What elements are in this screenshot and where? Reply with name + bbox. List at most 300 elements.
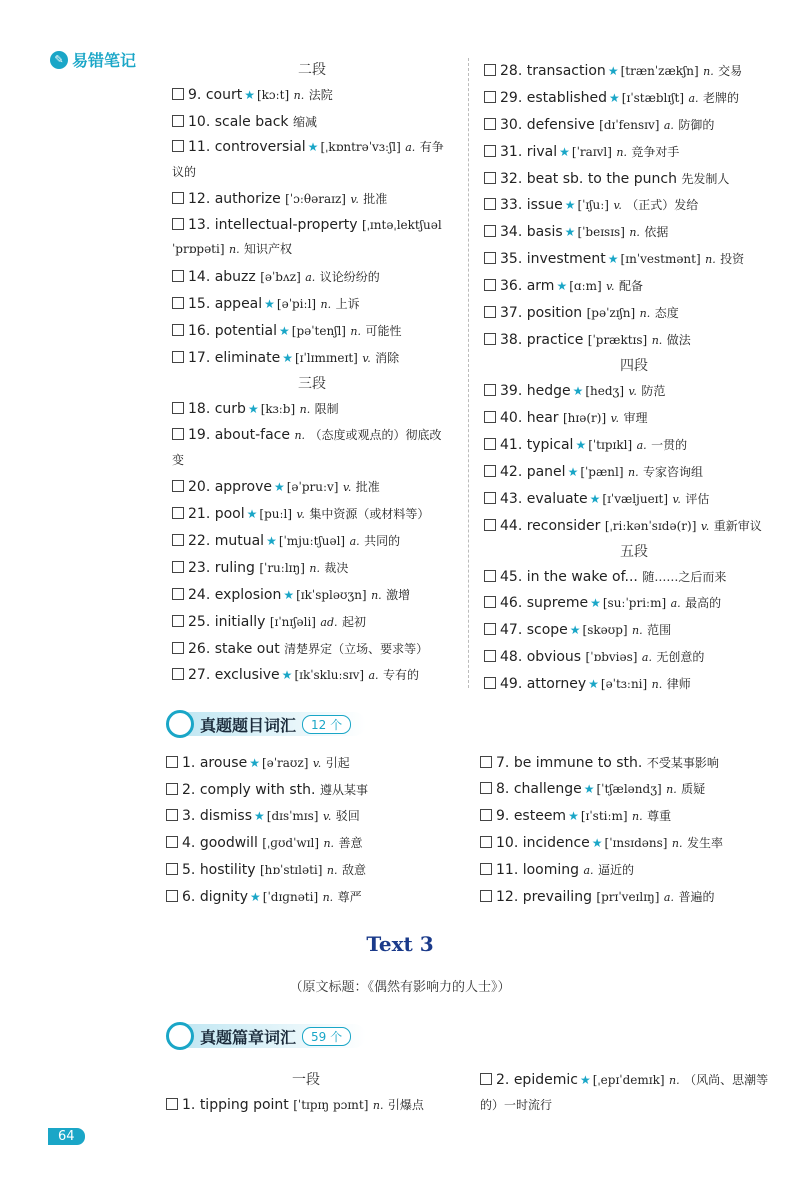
star-icon: ★ — [247, 402, 259, 416]
checkbox-icon[interactable] — [172, 270, 184, 282]
checkbox-icon[interactable] — [172, 534, 184, 546]
item-meaning: 清楚界定（立场、要求等） — [284, 642, 429, 656]
star-icon: ★ — [568, 809, 579, 823]
item-word: reconsider — [526, 518, 601, 534]
checkbox-icon[interactable] — [172, 324, 184, 336]
item-meaning: 逼近的 — [598, 863, 635, 877]
item-pos: v. — [296, 508, 305, 521]
item-pos: v. — [628, 385, 637, 398]
article-vocab-title: 真题篇章词汇 — [200, 1027, 297, 1047]
question-vocab-left — [166, 750, 466, 911]
text3-title: Text 3 — [366, 932, 434, 956]
checkbox-icon[interactable] — [484, 438, 496, 450]
checkbox-icon[interactable] — [480, 782, 492, 794]
star-icon: ★ — [564, 225, 576, 239]
star-icon: ★ — [250, 890, 261, 904]
item-meaning: 一贯的 — [651, 438, 688, 452]
item-word: hostility — [199, 862, 256, 878]
checkbox-icon[interactable] — [166, 863, 178, 875]
section-heading: 三段 — [298, 376, 326, 392]
item-word: appeal — [214, 296, 263, 312]
checkbox-icon[interactable] — [484, 252, 496, 264]
checkbox-icon[interactable] — [484, 91, 496, 103]
item-word: initially — [214, 614, 266, 630]
item-meaning: 尊严 — [337, 890, 362, 904]
checkbox-icon[interactable] — [172, 668, 184, 680]
star-icon: ★ — [273, 480, 285, 494]
item-pos: a. — [583, 864, 594, 877]
item-phonetic: [ˌriːkənˈsɪdə(r)] — [604, 519, 697, 533]
item-number: 9. — [188, 87, 206, 103]
item-word: rival — [526, 144, 558, 160]
checkbox-icon[interactable] — [166, 890, 178, 902]
item-meaning: 依据 — [644, 225, 669, 239]
vocab-item — [172, 474, 452, 501]
item-pos: n. — [627, 466, 639, 479]
vocab-item — [166, 857, 466, 884]
item-word: arm — [526, 278, 555, 294]
checkbox-icon[interactable] — [172, 218, 184, 230]
item-word: established — [526, 90, 608, 106]
item-word: pool — [214, 506, 245, 522]
vocab-item — [172, 109, 452, 135]
item-number: 27. — [188, 667, 215, 683]
vocab-item — [484, 246, 784, 273]
item-meaning: 审理 — [623, 411, 648, 425]
checkbox-icon[interactable] — [172, 588, 184, 600]
item-phonetic: [ɪˈlɪmɪneɪt] — [294, 351, 358, 365]
item-number: 47. — [500, 622, 527, 638]
item-number: 45. — [500, 569, 527, 585]
item-word: comply with sth. — [199, 782, 316, 798]
item-pos: n. — [632, 810, 643, 823]
item-phonetic: [ɪkˈskluːsɪv] — [294, 668, 365, 682]
item-pos: a. — [636, 439, 647, 452]
checkbox-icon[interactable] — [172, 140, 184, 152]
checkbox-icon[interactable] — [484, 118, 496, 130]
star-icon: ★ — [590, 596, 601, 610]
item-pos: n. — [293, 89, 305, 102]
item-meaning: （正式）发给 — [626, 198, 699, 212]
checkbox-icon[interactable] — [484, 677, 496, 689]
vocab-item — [172, 82, 452, 109]
item-number: 48. — [500, 649, 527, 665]
star-icon: ★ — [583, 782, 595, 796]
item-pos: n. — [669, 1074, 680, 1087]
item-pos: n. — [705, 253, 716, 266]
item-phonetic: [suːˈpriːm] — [602, 596, 667, 610]
vocab-item — [172, 318, 452, 345]
item-meaning: 法院 — [308, 88, 333, 102]
star-icon: ★ — [249, 756, 260, 770]
item-pos: n. — [639, 307, 651, 320]
item-number: 40. — [500, 410, 527, 426]
vocab-column-left — [172, 58, 452, 689]
item-number: 26. — [188, 641, 215, 657]
item-number: 23. — [188, 560, 215, 576]
item-word: challenge — [513, 781, 582, 797]
checkbox-icon[interactable] — [172, 115, 184, 127]
item-number: 1. — [182, 755, 200, 771]
item-number: 11. — [188, 139, 215, 155]
vocab-item — [484, 617, 784, 644]
section-heading: 五段 — [620, 544, 648, 560]
item-word: beat sb. to the punch — [526, 171, 677, 187]
question-vocab-count: 12 个 — [302, 715, 351, 734]
item-word: basis — [526, 224, 563, 240]
item-word: abuzz — [214, 269, 256, 285]
checkbox-icon[interactable] — [480, 890, 492, 902]
checkbox-icon[interactable] — [484, 306, 496, 318]
item-phonetic: [skəʊp] — [582, 623, 628, 637]
item-pos: v. — [342, 481, 352, 494]
item-meaning: 上诉 — [335, 297, 360, 311]
vocab-item — [172, 423, 452, 472]
item-number: 18. — [188, 401, 215, 417]
vocab-item — [484, 432, 784, 459]
item-word: typical — [526, 437, 574, 453]
item-word: scale back — [214, 114, 289, 130]
star-icon: ★ — [282, 351, 293, 365]
item-word: exclusive — [214, 667, 280, 683]
item-pos: n. — [294, 429, 306, 442]
item-number: 46. — [500, 595, 527, 611]
item-number: 41. — [500, 437, 527, 453]
item-word: transaction — [526, 63, 606, 79]
item-number: 8. — [496, 781, 514, 797]
item-word: in the wake of... — [526, 569, 638, 585]
item-meaning: 议论纷纷的 — [319, 270, 380, 284]
vocab-item — [484, 378, 784, 405]
checkbox-icon[interactable] — [166, 756, 178, 768]
item-word: arouse — [199, 755, 248, 771]
item-phonetic: [ɪˈvæljueɪt] — [602, 492, 669, 506]
item-meaning: 配备 — [619, 279, 644, 293]
vocab-item — [484, 85, 784, 112]
item-word: practice — [526, 332, 584, 348]
item-pos: n. — [703, 65, 714, 78]
item-pos: v. — [613, 199, 622, 212]
item-phonetic: [ɪˈnɪʃəli] — [269, 615, 316, 629]
item-word: controversial — [214, 139, 306, 155]
vocab-item — [172, 528, 452, 555]
brand-logo — [50, 48, 136, 71]
item-word: incidence — [522, 835, 590, 851]
star-icon: ★ — [556, 279, 568, 293]
brand-icon: ✎ — [50, 51, 68, 69]
checkbox-icon[interactable] — [172, 642, 184, 654]
checkbox-icon[interactable] — [172, 192, 184, 204]
item-meaning: 善意 — [338, 836, 363, 850]
question-vocab-title: 真题题目词汇 — [200, 715, 297, 735]
checkbox-icon[interactable] — [172, 297, 184, 309]
checkbox-icon[interactable] — [484, 384, 496, 396]
item-phonetic: [ˈɪʃuː] — [577, 198, 609, 212]
item-pos: v. — [322, 810, 332, 823]
vocab-item — [172, 186, 452, 213]
vocab-item — [172, 213, 452, 262]
item-word: evaluate — [526, 491, 588, 507]
vocab-item — [172, 291, 452, 318]
vocab-item — [172, 135, 452, 184]
checkbox-icon[interactable] — [480, 836, 492, 848]
item-meaning: 随……之后而来 — [642, 570, 727, 584]
article-vocab-right — [480, 1068, 780, 1119]
item-pos: v. — [672, 493, 681, 506]
vocab-item — [484, 273, 784, 300]
item-phonetic: [ˈɒbviəs] — [585, 650, 638, 664]
item-meaning: 评估 — [685, 492, 710, 506]
item-number: 29. — [500, 90, 527, 106]
item-word: stake out — [214, 641, 280, 657]
item-phonetic: [əˈpruːv] — [286, 480, 339, 494]
vocab-item — [480, 776, 780, 803]
item-word: looming — [522, 862, 580, 878]
item-phonetic: [ˌepɪˈdemɪk] — [592, 1073, 665, 1087]
item-pos: a. — [368, 669, 379, 682]
item-word: defensive — [526, 117, 595, 133]
item-number: 10. — [188, 114, 215, 130]
vocab-item — [484, 405, 784, 432]
checkbox-icon[interactable] — [484, 411, 496, 423]
item-phonetic: [hedʒ] — [585, 384, 625, 398]
checkbox-icon[interactable] — [484, 465, 496, 477]
item-phonetic: [ˈtɪpɪkl] — [588, 438, 633, 452]
item-number: 24. — [188, 587, 215, 603]
vocab-item — [172, 264, 452, 291]
item-word: esteem — [513, 808, 567, 824]
star-icon: ★ — [591, 836, 603, 850]
section-heading: 二段 — [298, 62, 326, 78]
item-word: intellectual-property — [214, 217, 358, 233]
checkbox-icon[interactable] — [172, 88, 184, 100]
item-phonetic: [hɒˈstɪləti] — [259, 863, 323, 877]
item-pos: a. — [641, 651, 652, 664]
item-meaning: 专家咨询组 — [643, 465, 704, 479]
item-word: dismiss — [199, 808, 252, 824]
item-word: court — [205, 87, 243, 103]
item-meaning: 消除 — [375, 351, 400, 365]
item-meaning: （态度或观点的）彻底改变 — [172, 428, 442, 467]
vocab-item — [484, 139, 784, 166]
vocab-item — [484, 564, 784, 590]
item-number: 5. — [182, 862, 200, 878]
section-heading: 一段 — [292, 1072, 320, 1088]
item-word: supreme — [526, 595, 589, 611]
item-pos: n. — [299, 403, 311, 416]
vocab-item — [166, 884, 466, 911]
checkbox-icon[interactable] — [480, 756, 492, 768]
item-meaning: 共同的 — [364, 534, 401, 548]
vocab-item — [172, 396, 452, 423]
star-icon: ★ — [607, 252, 619, 266]
item-word: obvious — [526, 649, 582, 665]
item-word: investment — [526, 251, 606, 267]
item-number: 37. — [500, 305, 527, 321]
page-number: 64 — [48, 1128, 85, 1145]
item-phonetic: [ˈpræktɪs] — [587, 333, 648, 347]
item-phonetic: [ɪˈstæblɪʃt] — [621, 91, 684, 105]
star-icon: ★ — [264, 297, 275, 311]
item-word: dignity — [199, 889, 249, 905]
item-phonetic: [dɪsˈmɪs] — [266, 809, 319, 823]
checkbox-icon[interactable] — [484, 650, 496, 662]
magnifier-icon — [166, 710, 194, 738]
item-pos: v. — [610, 412, 619, 425]
item-phonetic: [dɪˈfensɪv] — [599, 118, 660, 132]
item-pos: n. — [629, 226, 640, 239]
item-number: 7. — [496, 755, 514, 771]
item-word: tipping point — [199, 1097, 289, 1113]
item-pos: n. — [671, 837, 683, 850]
item-pos: a. — [663, 119, 674, 132]
item-pos: a. — [688, 92, 699, 105]
checkbox-icon[interactable] — [480, 1073, 492, 1085]
item-pos: n. — [322, 891, 334, 904]
item-number: 20. — [188, 479, 215, 495]
item-phonetic: [ˈtʃæləndʒ] — [596, 782, 662, 796]
item-meaning: 专有的 — [383, 668, 420, 682]
item-pos: a. — [349, 535, 360, 548]
checkbox-icon[interactable] — [484, 333, 496, 345]
checkbox-icon[interactable] — [172, 507, 184, 519]
vocab-item — [172, 555, 452, 582]
vocab-item — [480, 750, 780, 776]
vocab-item — [166, 777, 466, 803]
vocab-item — [484, 486, 784, 513]
item-meaning: 老牌的 — [702, 91, 739, 105]
item-pos: a. — [405, 141, 416, 154]
article-vocab-left — [166, 1068, 446, 1119]
checkbox-icon[interactable] — [484, 596, 496, 608]
item-meaning: 起初 — [341, 615, 366, 629]
section-heading: 四段 — [620, 358, 648, 374]
item-word: prevailing — [522, 889, 592, 905]
checkbox-icon[interactable] — [166, 1098, 178, 1110]
item-word: about-face — [214, 427, 290, 443]
vocab-item — [172, 501, 452, 528]
question-vocab-banner — [166, 710, 351, 738]
vocab-item — [484, 327, 784, 354]
item-number: 4. — [182, 835, 200, 851]
checkbox-icon[interactable] — [172, 428, 184, 440]
checkbox-icon[interactable] — [484, 145, 496, 157]
item-pos: n. — [651, 334, 663, 347]
vocab-item — [172, 582, 452, 609]
item-meaning: 批准 — [363, 192, 388, 206]
vocab-item — [172, 345, 452, 372]
vocab-item — [484, 459, 784, 486]
item-number: 17. — [188, 350, 215, 366]
original-title: （原文标题：《偶然有影响力的人士》） — [289, 980, 511, 995]
item-meaning: 律师 — [666, 677, 691, 691]
item-pos: n. — [372, 1099, 384, 1112]
item-number: 31. — [500, 144, 527, 160]
checkbox-icon[interactable] — [166, 809, 178, 821]
item-meaning: 集中资源（或材料等） — [309, 507, 430, 521]
item-word: ruling — [214, 560, 255, 576]
item-number: 19. — [188, 427, 215, 443]
item-meaning: 有争议的 — [172, 140, 444, 179]
item-number: 13. — [188, 217, 215, 233]
item-phonetic: [ˈbeɪsɪs] — [577, 225, 625, 239]
checkbox-icon[interactable] — [166, 783, 178, 795]
item-pos: v. — [312, 757, 322, 770]
vocab-column-right — [484, 58, 784, 698]
item-pos: n. — [616, 146, 627, 159]
star-icon: ★ — [588, 677, 599, 691]
checkbox-icon[interactable] — [172, 561, 184, 573]
vocab-item — [480, 857, 780, 884]
vocab-item — [484, 513, 784, 540]
checkbox-icon[interactable] — [484, 519, 496, 531]
checkbox-icon[interactable] — [484, 64, 496, 76]
checkbox-icon[interactable] — [484, 172, 496, 184]
checkbox-icon[interactable] — [484, 225, 496, 237]
item-meaning: 知识产权 — [244, 242, 293, 256]
item-phonetic: [ˈdɪɡnəti] — [262, 890, 319, 904]
checkbox-icon[interactable] — [172, 615, 184, 627]
checkbox-icon[interactable] — [166, 836, 178, 848]
brand-title: 易错笔记 — [72, 51, 137, 70]
item-phonetic: [ˈtɪpɪŋ pɔɪnt] — [293, 1098, 369, 1112]
item-pos: v. — [606, 280, 615, 293]
item-word: potential — [214, 323, 277, 339]
star-icon: ★ — [607, 64, 619, 78]
star-icon: ★ — [572, 384, 584, 398]
item-meaning: 遵从某事 — [319, 783, 368, 797]
vocab-item — [166, 750, 466, 777]
item-meaning: 不受某事影响 — [646, 756, 719, 770]
checkbox-icon[interactable] — [484, 570, 496, 582]
item-word: explosion — [214, 587, 282, 603]
magnifier-icon — [166, 1022, 194, 1050]
item-meaning: 无创意的 — [656, 650, 705, 664]
item-pos: a. — [663, 891, 674, 904]
star-icon: ★ — [559, 145, 570, 159]
item-number: 43. — [500, 491, 527, 507]
checkbox-icon[interactable] — [484, 198, 496, 210]
checkbox-icon[interactable] — [172, 351, 184, 363]
checkbox-icon[interactable] — [172, 480, 184, 492]
checkbox-icon[interactable] — [484, 279, 496, 291]
item-word: goodwill — [199, 835, 258, 851]
item-pos: n. — [632, 624, 643, 637]
item-number: 22. — [188, 533, 215, 549]
item-word: mutual — [214, 533, 265, 549]
checkbox-icon[interactable] — [484, 623, 496, 635]
item-phonetic: [ɪˈstiːm] — [580, 809, 628, 823]
item-phonetic: [əˈpiːl] — [276, 297, 317, 311]
item-phonetic: [kɔːt] — [256, 88, 290, 102]
item-number: 33. — [500, 197, 527, 213]
item-phonetic: [ˌkɒntrəˈvɜːʃl] — [320, 140, 401, 154]
checkbox-icon[interactable] — [480, 809, 492, 821]
item-phonetic: [ˌɪntəˌlektʃuəl ˈprɒpəti] — [172, 218, 442, 256]
checkbox-icon[interactable] — [480, 863, 492, 875]
item-phonetic: [ˈruːlɪŋ] — [259, 561, 305, 575]
item-number: 25. — [188, 614, 215, 630]
item-meaning: 限制 — [314, 402, 339, 416]
star-icon: ★ — [609, 91, 620, 105]
item-number: 30. — [500, 117, 527, 133]
item-word: issue — [526, 197, 563, 213]
item-word: approve — [214, 479, 272, 495]
checkbox-icon[interactable] — [172, 402, 184, 414]
item-pos: a. — [670, 597, 681, 610]
item-phonetic: [ɑːm] — [569, 279, 602, 293]
checkbox-icon[interactable] — [484, 492, 496, 504]
